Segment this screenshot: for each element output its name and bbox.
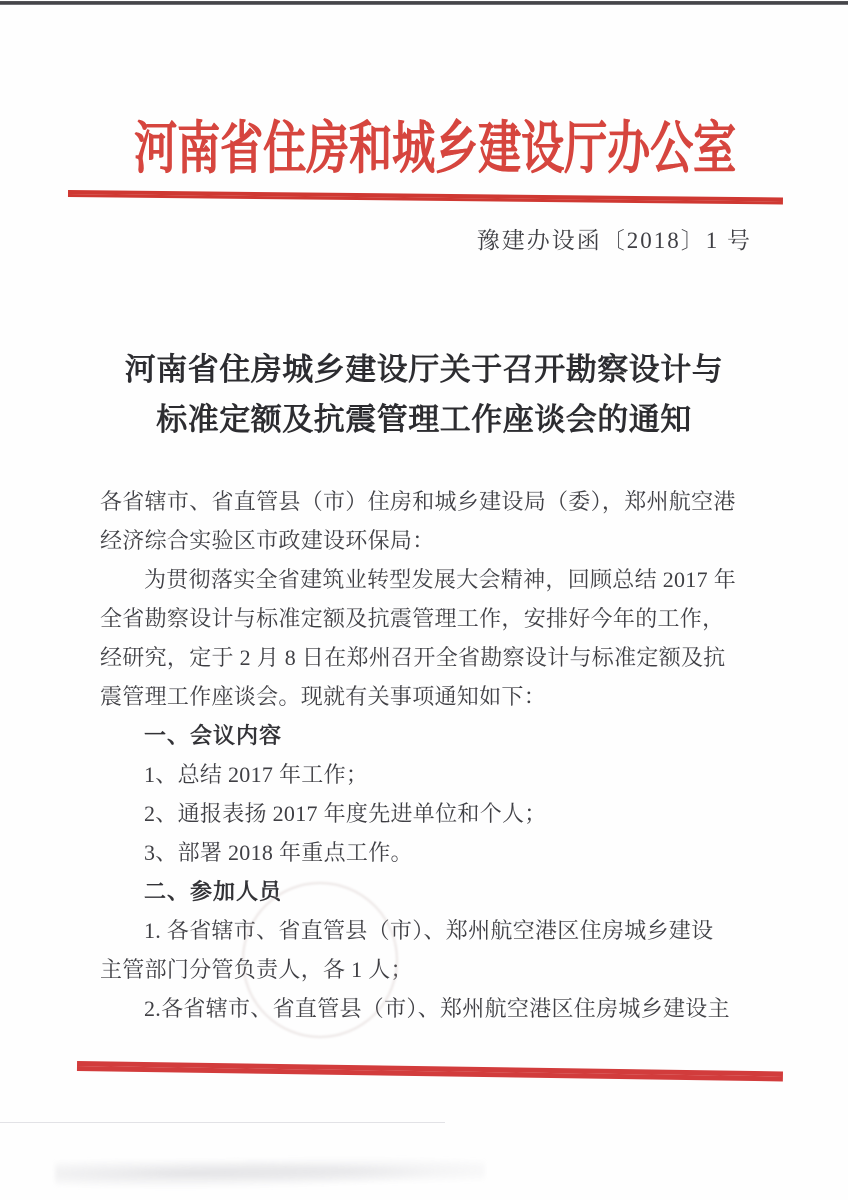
body-section-heading: 二、参加人员 — [144, 879, 283, 904]
body-line: 各省辖市、省直管县（市）住房和城乡建设局（委），郑州航空港 — [100, 489, 736, 514]
body-line: 3、部署 2018 年重点工作。 — [144, 840, 413, 865]
body-line: 经研究，定于 2 月 8 日在郑州召开全省勘察设计与标准定额及抗 — [100, 645, 726, 670]
body-line: 为贯彻落实全省建筑业转型发展大会精神，回顾总结 2017 年 — [144, 567, 737, 592]
body-line: 全省勘察设计与标准定额及抗震管理工作，安排好今年的工作， — [100, 606, 725, 631]
letterhead — [0, 104, 848, 181]
body-line: 1、总结 2017 年工作； — [144, 762, 369, 787]
body-line: 主管部门分管负责人，各 1 人； — [100, 957, 413, 982]
document-title — [0, 345, 848, 445]
document-title-line-1: 河南省住房城乡建设厅关于召开勘察设计与 — [124, 352, 724, 387]
scan-fold-line-artifact — [0, 1122, 445, 1123]
doc-reference-number: 豫建办设函〔2018〕1 号 — [476, 228, 752, 253]
body-line: 2、通报表扬 2017 年度先进单位和个人； — [144, 801, 547, 826]
letterhead-agency-name: 河南省住房和城乡建设厅办公室 — [134, 118, 736, 181]
body-line: 1. 各省辖市、省直管县（市）、郑州航空港区住房城乡建设 — [144, 918, 714, 943]
document-body — [100, 482, 752, 1028]
seal-ghost-artifact — [242, 882, 398, 1038]
body-line: 经济综合实验区市政建设环保局： — [100, 528, 435, 553]
body-section-heading: 一、会议内容 — [144, 723, 283, 748]
letterhead-double-rule — [68, 190, 783, 204]
body-line: 2.各省辖市、省直管县（市）、郑州航空港区住房城乡建设主 — [144, 996, 730, 1021]
scan-smudge-artifact — [55, 1156, 485, 1188]
document-title-line-2: 标准定额及抗震管理工作座谈会的通知 — [156, 402, 692, 437]
footer-double-rule — [77, 1061, 783, 1081]
body-line: 震管理工作座谈会。现就有关事项通知如下： — [100, 684, 547, 709]
scan-top-edge-artifact — [0, 1, 848, 5]
